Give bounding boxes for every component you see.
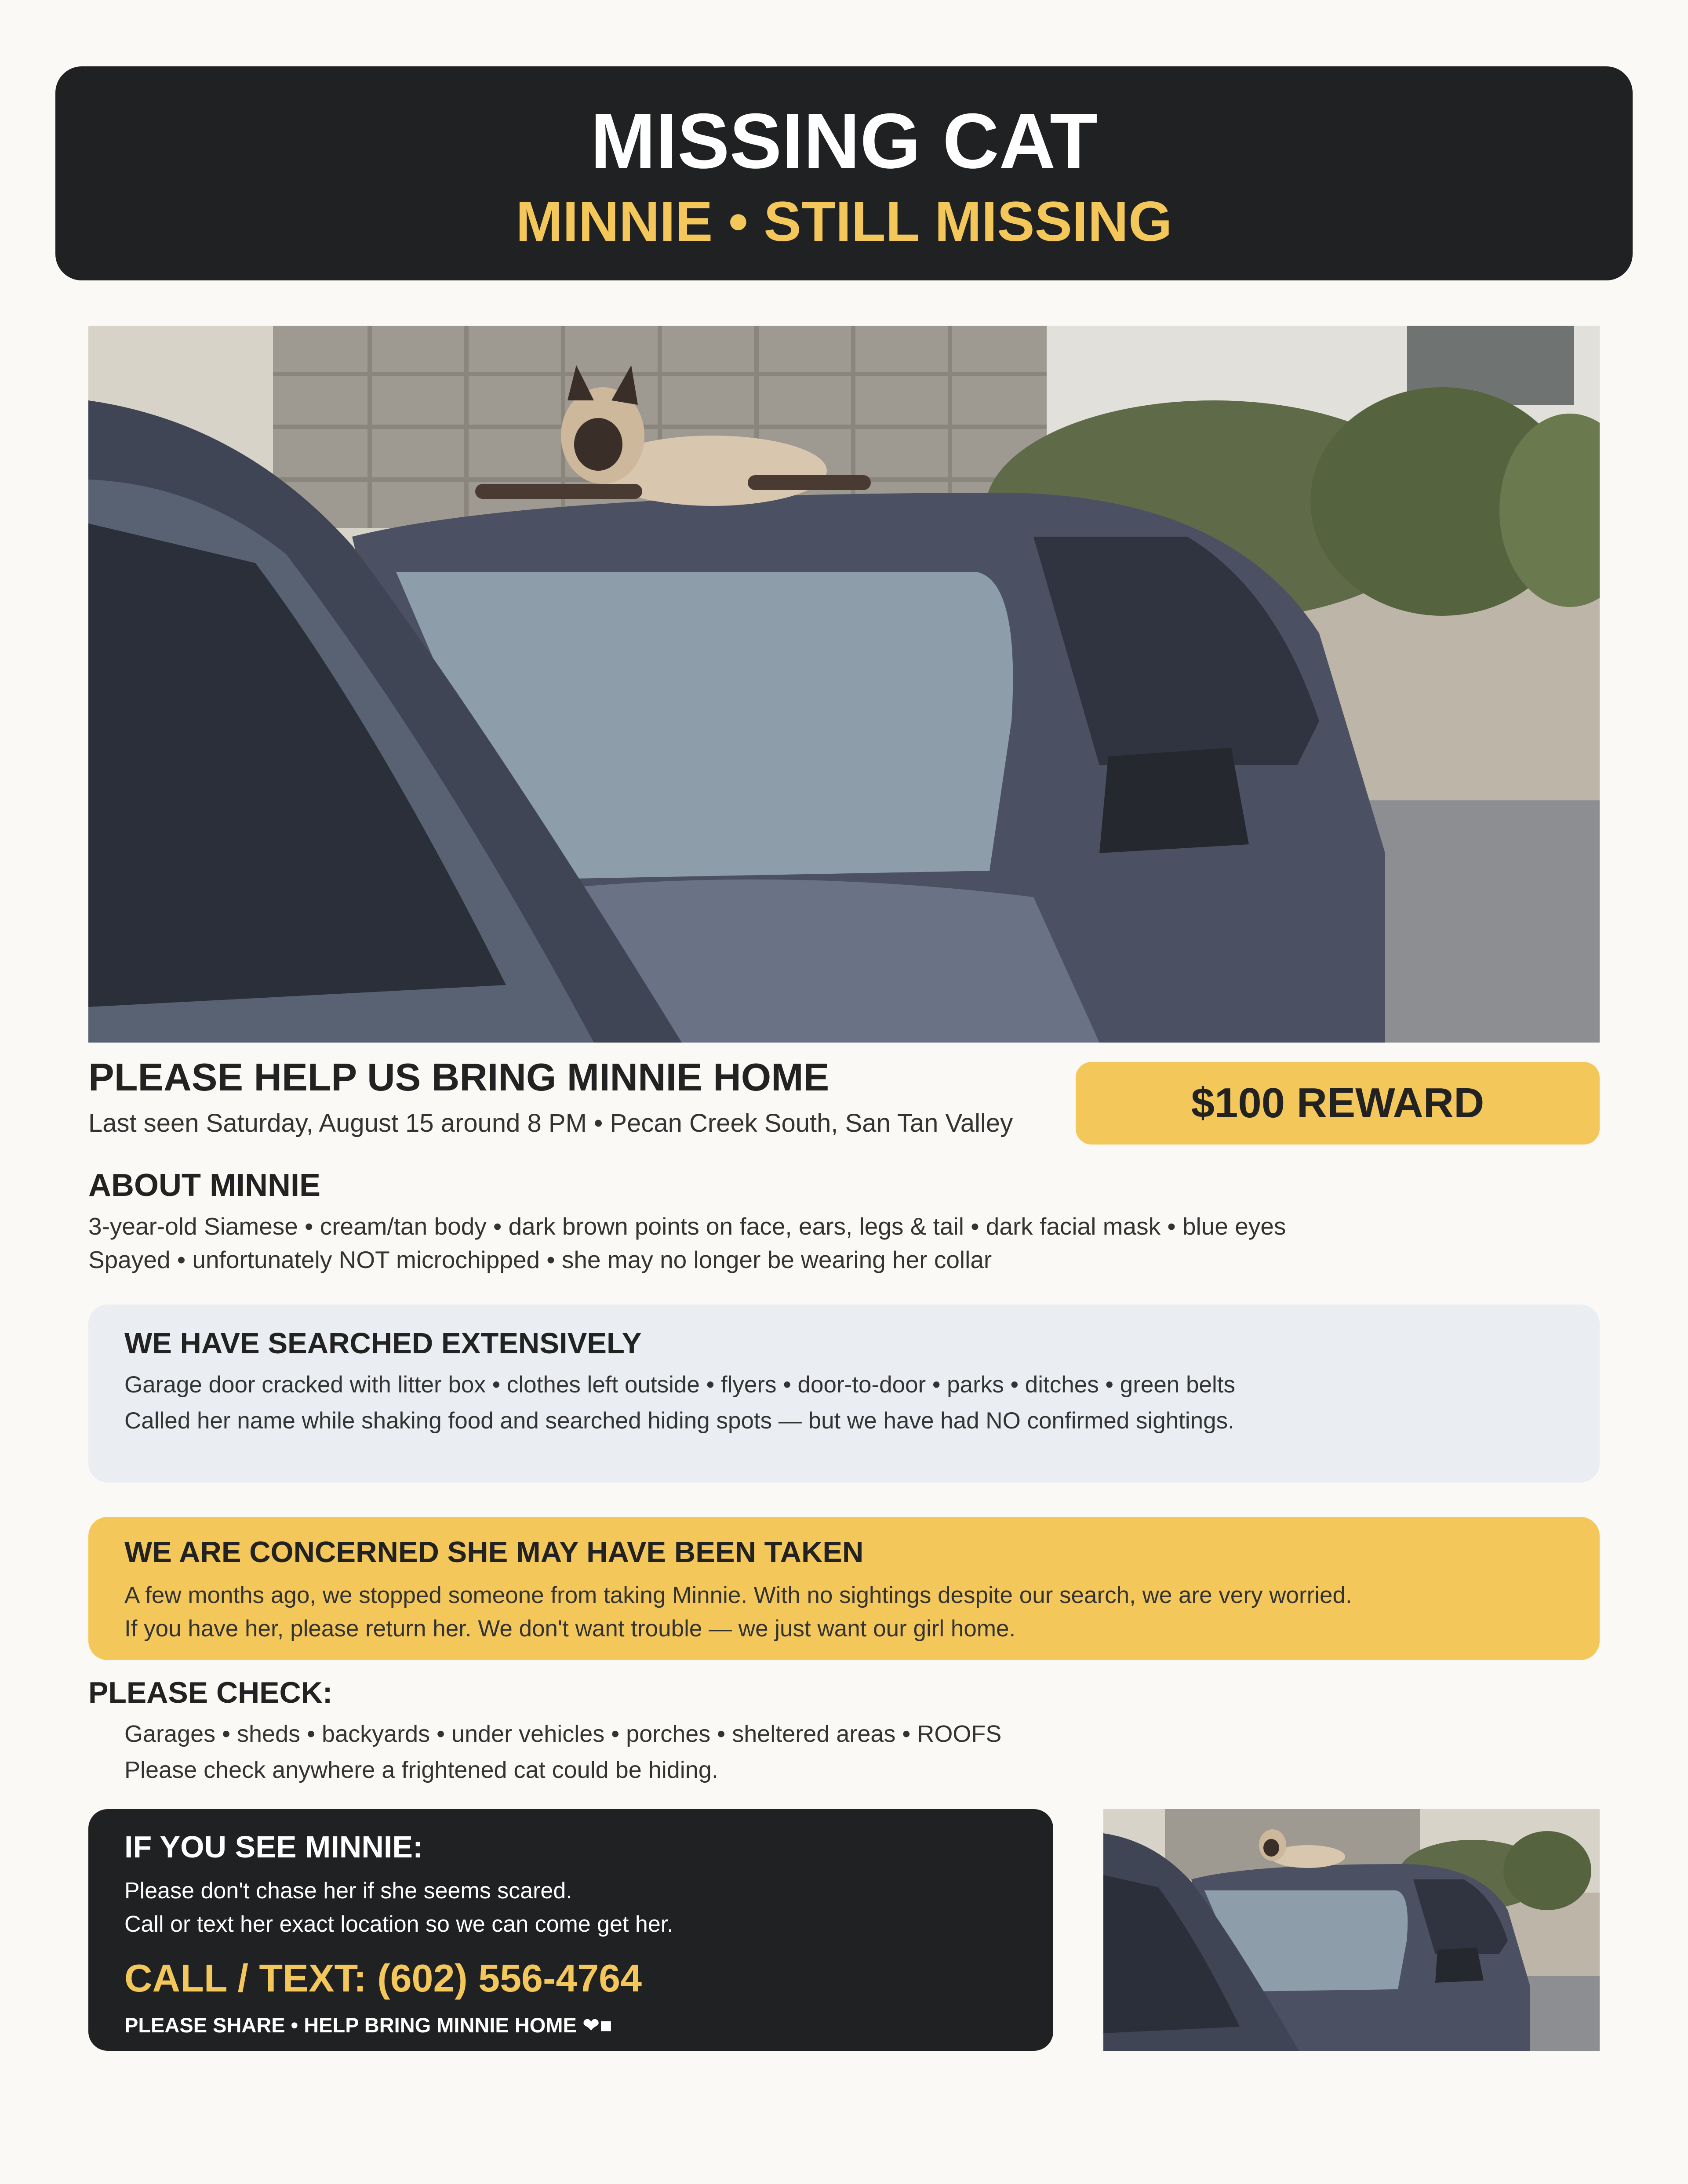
page-title: MISSING CAT [590,97,1098,185]
check-heading: PLEASE CHECK: [88,1676,333,1709]
searched-heading: WE HAVE SEARCHED EXTENSIVELY [124,1327,642,1360]
concern-heading: WE ARE CONCERNED SHE MAY HAVE BEEN TAKEN [124,1536,864,1569]
concern-line: If you have her, please return her. We don't want trouble — we just want our girl home. [124,1616,1016,1642]
check-line: Please check anywhere a frightened cat could be hiding. [124,1757,718,1783]
concern-line: A few months ago, we stopped someone from taking Minnie. With no sightings despite our search, we are very worried. [124,1582,1352,1608]
concern-panel [88,1517,1600,1660]
header-banner [55,66,1633,280]
check-line: Garages • sheds • backyards • under vehicles • porches • sheltered areas • ROOFS [124,1721,1002,1747]
cat-on-car-roof-illustration [88,326,1600,1043]
see-heading: IF YOU SEE MINNIE: [124,1830,423,1864]
searched-line: Called her name while shaking food and searched hiding spots — but we have had NO confirmed sightings. [124,1408,1234,1434]
see-line: Please don't chase her if she seems scared. [124,1878,572,1904]
cat-on-car-thumbnail [1103,1809,1600,2051]
last-seen-text: Last seen Saturday, August 15 around 8 PM • Pecan Creek South, San Tan Valley [88,1109,1013,1137]
about-line: Spayed • unfortunately NOT microchipped • she may no longer be wearing her collar [88,1246,992,1273]
cat-on-car-photo [88,326,1600,1043]
share-text: PLEASE SHARE • HELP BRING MINNIE HOME ❤■ [124,2013,612,2037]
searched-panel [88,1305,1600,1483]
page-subtitle: MINNIE • STILL MISSING [516,190,1172,253]
about-heading: ABOUT MINNIE [88,1168,320,1203]
about-line: 3-year-old Siamese • cream/tan body • dark brown points on face, ears, legs & tail • dark facial mask • blue eyes [88,1213,1286,1240]
see-line: Call or text her exact location so we can come get her. [124,1911,673,1937]
searched-line: Garage door cracked with litter box • clothes left outside • flyers • door-to-door • parks • ditches • green belts [124,1372,1235,1398]
reward-badge: $100 REWARD [1076,1062,1600,1145]
help-heading: PLEASE HELP US BRING MINNIE HOME [88,1055,829,1099]
cat-thumbnail-illustration [1103,1809,1600,2051]
if-you-see-box [88,1809,1053,2051]
call-text-phone: CALL / TEXT: (602) 556-4764 [124,1956,642,2000]
